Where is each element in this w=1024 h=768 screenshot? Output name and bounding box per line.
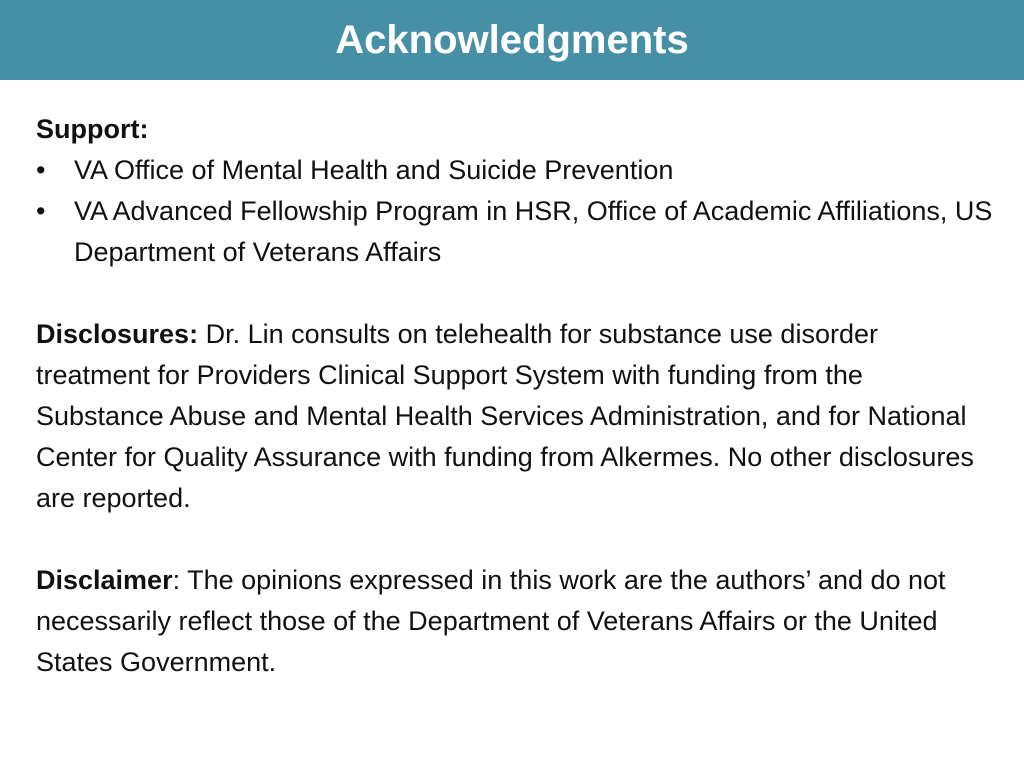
support-item-text: VA Office of Mental Health and Suicide Prevention [74,155,674,185]
page-title: Acknowledgments [335,17,689,62]
support-item-text: VA Advanced Fellowship Program in HSR, Office of Academic Affiliations, US Department of Veterans Affairs [74,196,993,267]
bullet-icon: • [36,155,46,185]
disclosures-paragraph [36,314,996,519]
support-label: Support: [36,114,149,144]
disclaimer-label: Disclaimer [36,565,173,595]
bullet-icon: • [36,196,46,226]
disclaimer-paragraph [36,560,996,683]
list-item [36,191,996,273]
disclosures-label: Disclosures: [36,319,199,349]
spacer [36,273,996,314]
slide-content [36,109,996,683]
disclaimer-text: : The opinions expressed in this work are the authors’ and do not necessarily reflect those of the Department of Veterans Affairs or the United States Government. [36,565,946,677]
spacer [36,519,996,560]
list-item [36,150,996,191]
disclosures-text: Dr. Lin consults on telehealth for substance use disorder treatment for Providers Clinical Support System with funding from the Substance Abuse and Mental Health Services Administration, and for National Center for Quality Assurance with funding from Alkermes. No other disclosures are reported. [36,319,974,513]
support-list [36,150,996,273]
title-bar [0,0,1024,80]
